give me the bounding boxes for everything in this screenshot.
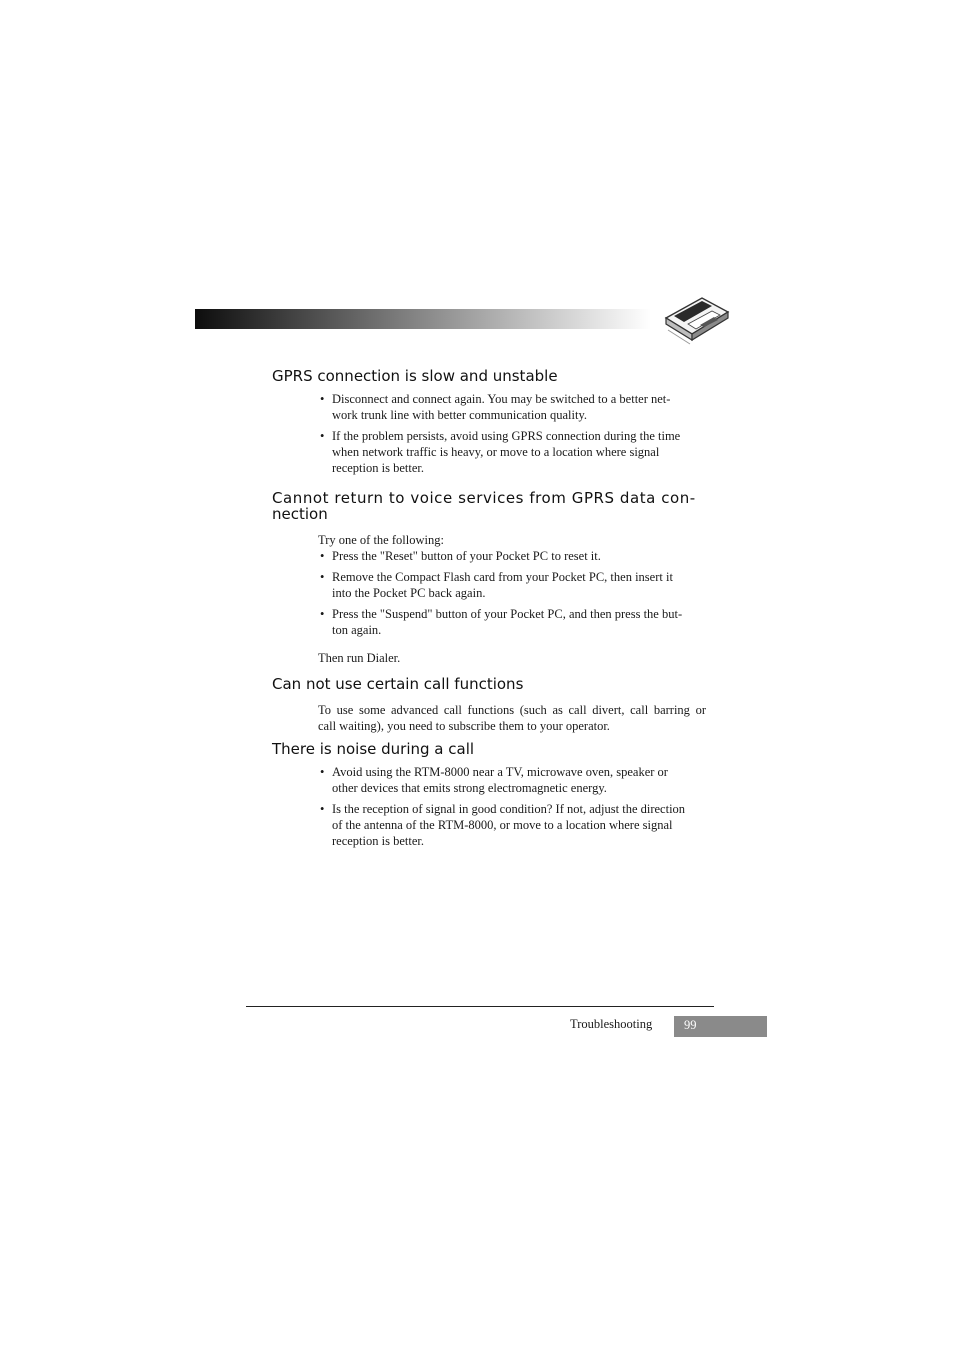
text-line: Disconnect and connect again. You may be switched to a better net- bbox=[332, 392, 671, 406]
text-line: Press the "Suspend" button of your Pocket PC, and then press the but- bbox=[332, 607, 683, 621]
text-line: Remove the Compact Flash card from your Pocket PC, then insert it bbox=[332, 570, 673, 584]
bullet: • bbox=[320, 607, 325, 621]
text-line: reception is better. bbox=[332, 834, 424, 848]
text-line: If the problem persists, avoid using GPRS connection during the time bbox=[332, 429, 681, 443]
text-line: other devices that emits strong electromagnetic energy. bbox=[332, 781, 607, 795]
section-heading-voice-return bbox=[272, 490, 706, 522]
text-line: work trunk line with better communication quality. bbox=[332, 408, 588, 422]
heading-line: nection bbox=[272, 505, 328, 523]
page-number: 99 bbox=[684, 1018, 697, 1032]
section-body-voice-return bbox=[318, 532, 706, 666]
text-line: To use some advanced call functions (such as call divert, call barring or bbox=[318, 703, 706, 717]
text-line: Is the reception of signal in good condition? If not, adjust the direction bbox=[332, 802, 686, 816]
bullet: • bbox=[320, 765, 325, 779]
bullet: • bbox=[320, 570, 325, 584]
compact-flash-card-icon bbox=[660, 294, 732, 346]
heading-line: Cannot return to voice services from GPRS data con- bbox=[272, 489, 696, 507]
text-line: Press the "Reset" button of your Pocket PC to reset it. bbox=[332, 549, 601, 563]
footer-rule bbox=[246, 1006, 714, 1007]
section-body-noise bbox=[318, 764, 706, 849]
list-item bbox=[318, 428, 706, 476]
section-heading-call-functions: Can not use certain call functions bbox=[272, 675, 524, 693]
list-item bbox=[318, 606, 706, 638]
list-item bbox=[318, 548, 706, 564]
section-body-call-functions bbox=[318, 702, 706, 734]
intro-text: Try one of the following: bbox=[318, 533, 444, 547]
section-heading-gprs-slow: GPRS connection is slow and unstable bbox=[272, 367, 558, 385]
outro-text: Then run Dialer. bbox=[318, 651, 401, 665]
header-gradient-bar bbox=[195, 309, 651, 329]
bullet: • bbox=[320, 392, 325, 406]
bullet: • bbox=[320, 802, 325, 816]
bullet: • bbox=[320, 429, 325, 443]
section-heading-noise: There is noise during a call bbox=[272, 740, 475, 758]
text-line: call waiting), you need to subscribe them to your operator. bbox=[318, 719, 610, 733]
footer-chapter-label: Troubleshooting bbox=[570, 1017, 653, 1031]
text-line: of the antenna of the RTM-8000, or move to a location where signal bbox=[332, 818, 673, 832]
list-item bbox=[318, 801, 706, 849]
text-line: when network traffic is heavy, or move to a location where signal bbox=[332, 445, 660, 459]
section-body-gprs-slow bbox=[318, 391, 706, 476]
bullet: • bbox=[320, 549, 325, 563]
list-item bbox=[318, 569, 706, 601]
text-line: ton again. bbox=[332, 623, 382, 637]
text-line: reception is better. bbox=[332, 461, 424, 475]
text-line: into the Pocket PC back again. bbox=[332, 586, 486, 600]
page-number-box bbox=[674, 1016, 767, 1037]
list-item bbox=[318, 764, 706, 796]
list-item bbox=[318, 391, 706, 423]
text-line: Avoid using the RTM-8000 near a TV, microwave oven, speaker or bbox=[332, 765, 668, 779]
